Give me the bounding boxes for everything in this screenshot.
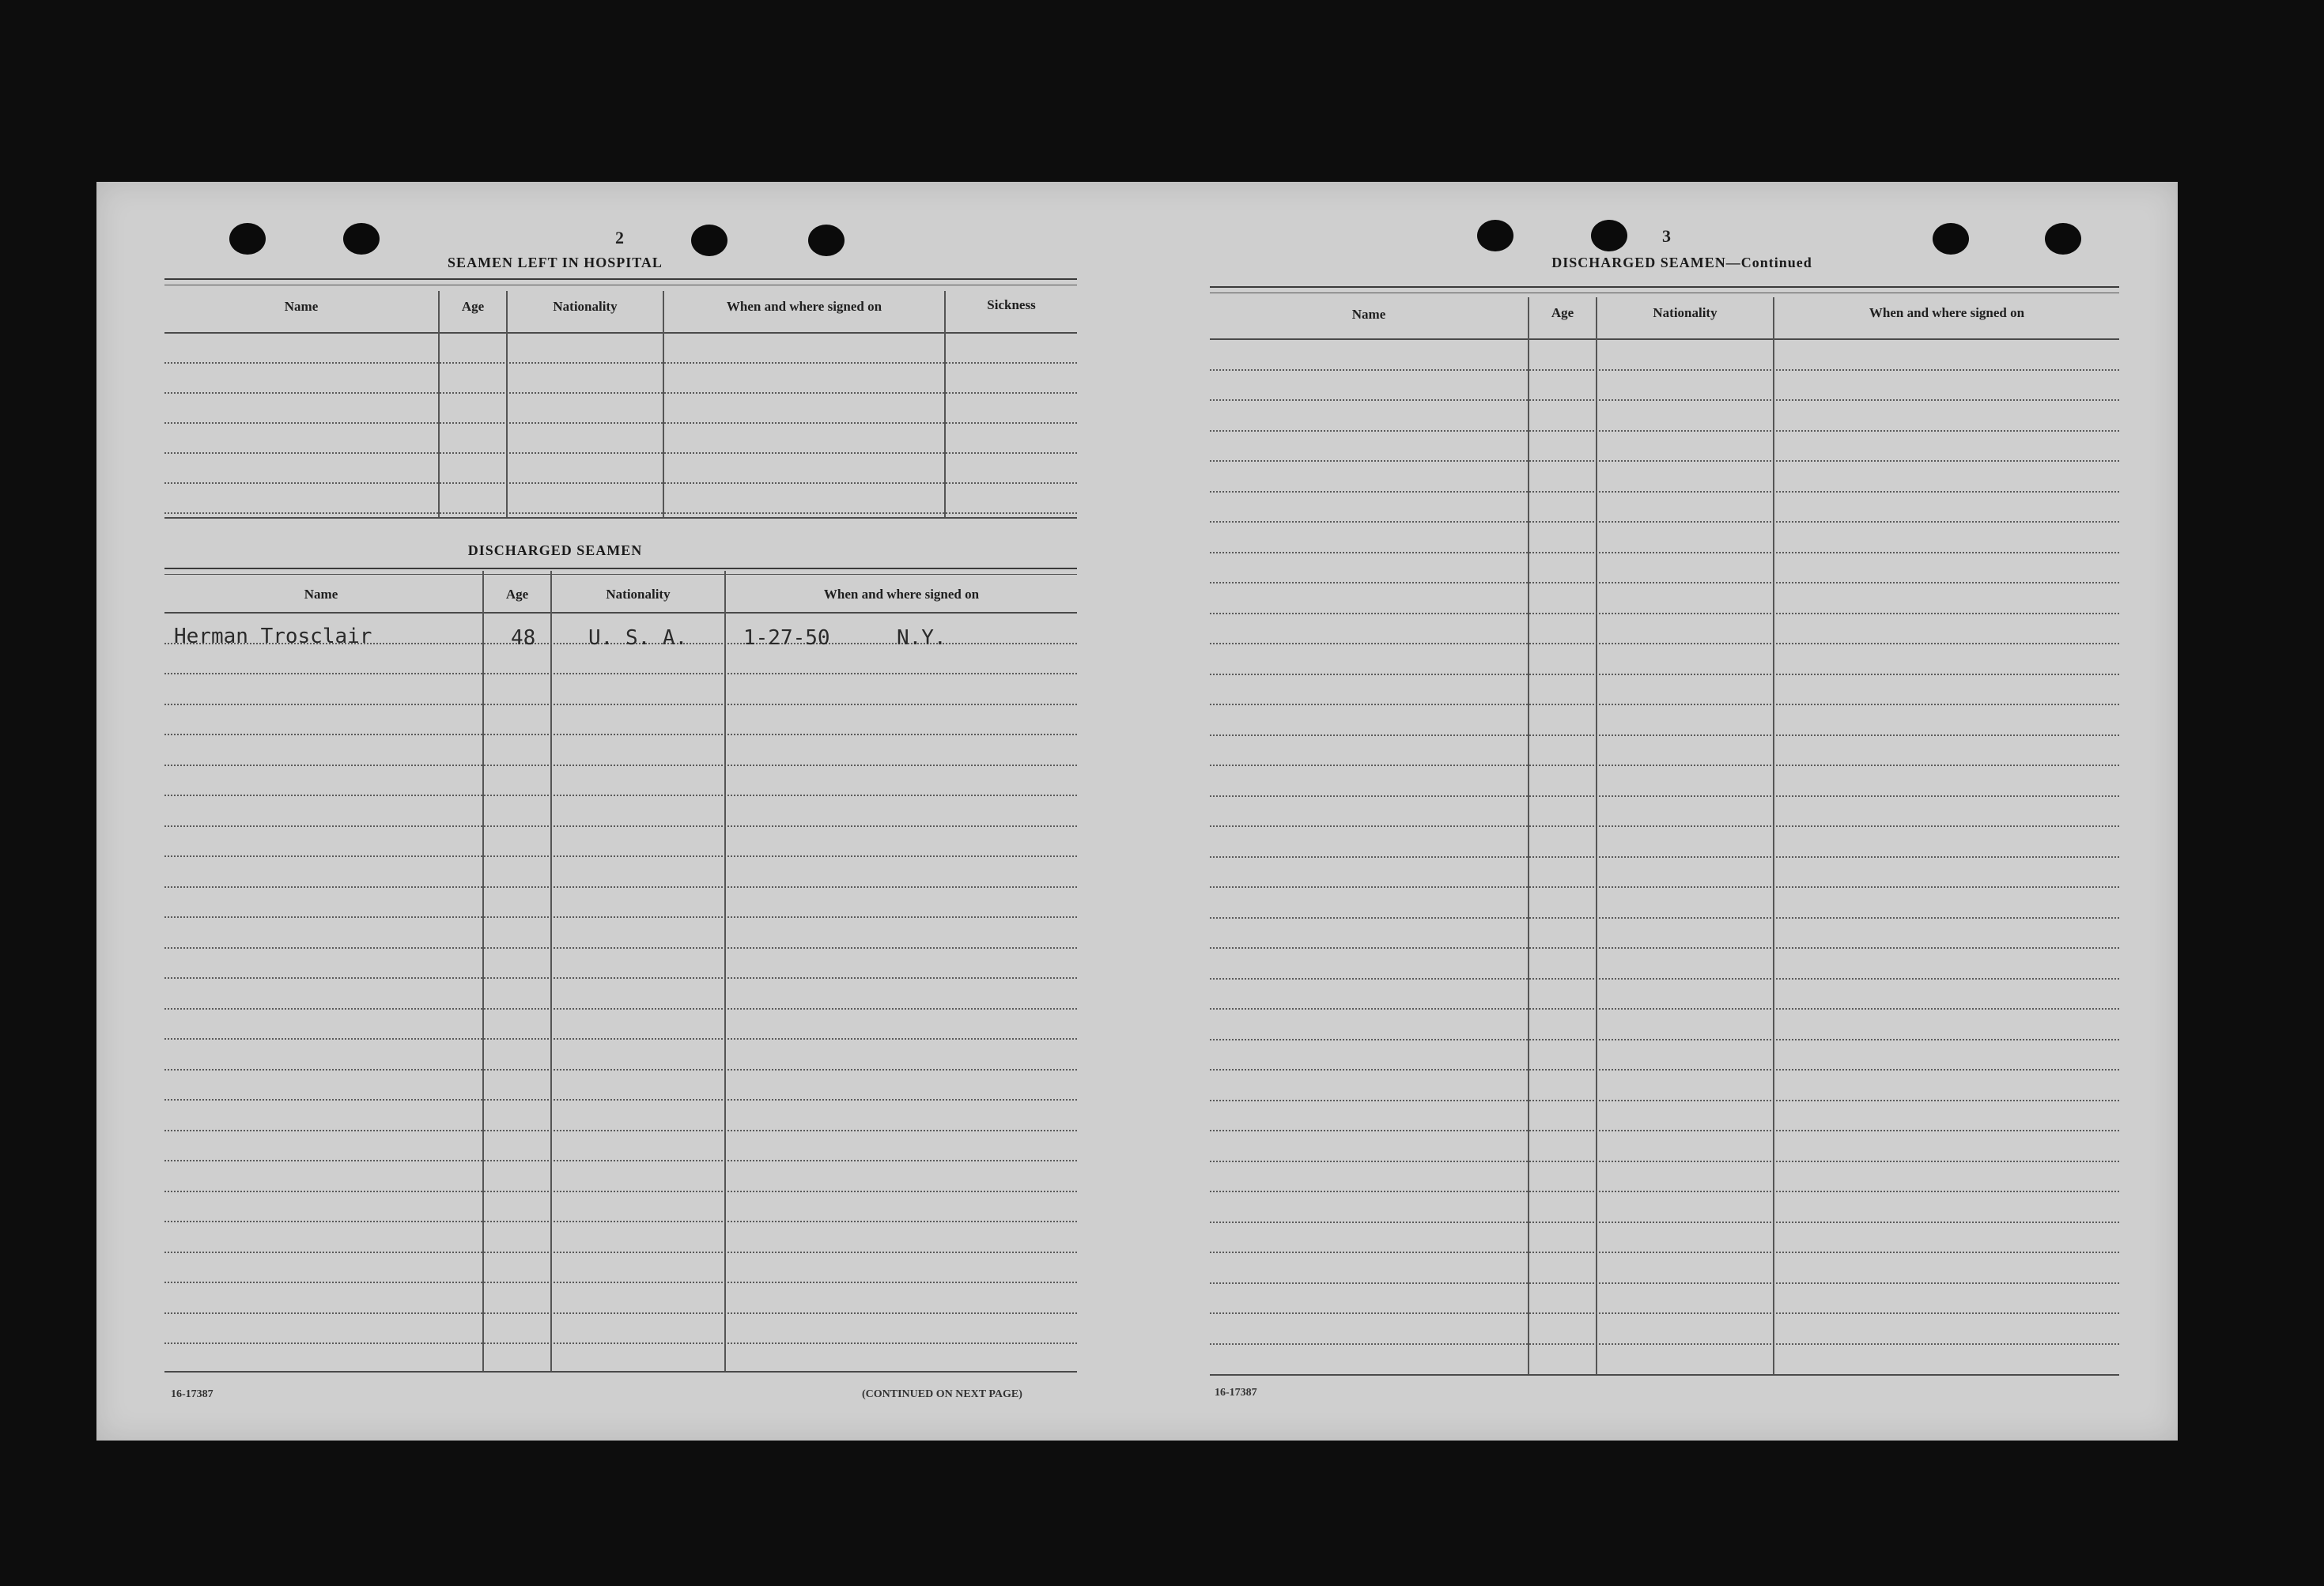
- hospital-col-nationality: Nationality: [553, 299, 618, 314]
- ruled-row-line: [1210, 613, 2119, 614]
- document-sheet: [96, 182, 2178, 1441]
- entry-signed-on-place: N.Y.: [897, 626, 947, 650]
- column-divider: [663, 291, 664, 517]
- ruled-row-line: [1210, 886, 2119, 888]
- discharged-col-nationality: Nationality: [606, 587, 671, 602]
- ruled-row-line: [164, 1342, 1077, 1344]
- ruled-row-line: [1210, 1282, 2119, 1284]
- ruled-row-line: [1210, 674, 2119, 675]
- ruled-row-line: [1210, 795, 2119, 797]
- column-divider: [438, 291, 440, 517]
- punch-hole: [343, 223, 380, 255]
- discharged-col-age: Age: [505, 587, 529, 602]
- ruled-row-line: [164, 1282, 1077, 1283]
- punch-hole: [1477, 220, 1513, 251]
- punch-hole: [808, 225, 845, 256]
- ruled-row-line: [164, 1312, 1077, 1314]
- ruled-row-line: [164, 1099, 1077, 1101]
- ruled-row-line: [164, 916, 1077, 918]
- ruled-row-line: [1210, 1100, 2119, 1101]
- ruled-row-line: [1210, 369, 2119, 371]
- ruled-row-line: [1210, 399, 2119, 401]
- ruled-row-line: [164, 947, 1077, 949]
- ruled-row-line: [164, 482, 1077, 484]
- entry-signed-on-date: 1-27-50: [743, 626, 830, 650]
- column-divider: [1773, 297, 1774, 1374]
- hospital-section-title: SEAMEN LEFT IN HOSPITAL: [448, 255, 663, 270]
- column-divider: [482, 571, 484, 1371]
- ruled-row-line: [164, 1130, 1077, 1131]
- punch-hole: [2045, 223, 2081, 255]
- ruled-row-line: [1210, 1008, 2119, 1010]
- column-divider: [506, 291, 508, 517]
- right-section-title: DISCHARGED SEAMEN—Continued: [1551, 255, 1812, 270]
- ruled-row-line: [1210, 978, 2119, 980]
- header-separator: [1210, 338, 2119, 340]
- entry-name: Herman Trosclair: [174, 625, 372, 648]
- hospital-col-sickness: Sickness: [987, 297, 1036, 312]
- ruled-row-line: [164, 825, 1077, 827]
- right-col-age: Age: [1551, 305, 1574, 320]
- ruled-row-line: [164, 1069, 1077, 1071]
- ruled-row-line: [164, 392, 1077, 394]
- ruled-row-line: [164, 1160, 1077, 1161]
- ruled-row-line: [1210, 1191, 2119, 1192]
- punch-hole: [1591, 220, 1627, 251]
- ruled-row-line: [1210, 1069, 2119, 1071]
- ruled-row-line: [164, 795, 1077, 796]
- header-separator: [164, 612, 1077, 614]
- ruled-row-line: [1210, 460, 2119, 462]
- ruled-row-line: [164, 886, 1077, 888]
- ruled-row-line: [164, 977, 1077, 979]
- table-bottom-rule: [164, 1371, 1077, 1373]
- ruled-row-line: [164, 1008, 1077, 1010]
- form-number-left: 16-17387: [171, 1388, 214, 1400]
- page-number-right: 3: [1662, 226, 1671, 246]
- ruled-row-line: [164, 1221, 1077, 1222]
- discharged-col-name: Name: [304, 587, 338, 602]
- table-bottom-rule: [1210, 1374, 2119, 1376]
- ruled-row-line: [164, 452, 1077, 454]
- ruled-row-line: [1210, 1222, 2119, 1223]
- ruled-row-line: [1210, 947, 2119, 949]
- discharged-col-signed-on: When and where signed on: [823, 587, 980, 602]
- ruled-row-line: [164, 765, 1077, 766]
- column-divider: [550, 571, 552, 1371]
- ruled-row-line: [1210, 856, 2119, 858]
- ruled-row-line: [1210, 765, 2119, 766]
- ruled-row-line: [1210, 430, 2119, 432]
- ruled-row-line: [164, 1191, 1077, 1192]
- table-bottom-rule: [164, 517, 1077, 519]
- page-number-left: 2: [615, 228, 624, 247]
- hospital-col-age: Age: [461, 299, 485, 314]
- ruled-row-line: [1210, 1343, 2119, 1345]
- hospital-col-signed-on: When and where signed on: [726, 299, 882, 314]
- ruled-row-line: [1210, 1312, 2119, 1314]
- column-divider: [1528, 297, 1529, 1374]
- discharged-section-title: DISCHARGED SEAMEN: [467, 542, 643, 558]
- ruled-row-line: [164, 1252, 1077, 1253]
- ruled-row-line: [164, 734, 1077, 735]
- right-table-top-rule: [1210, 286, 2119, 293]
- punch-hole: [1933, 223, 1969, 255]
- punch-hole: [229, 223, 266, 255]
- ruled-row-line: [1210, 1161, 2119, 1162]
- ruled-row-line: [164, 512, 1077, 514]
- ruled-row-line: [1210, 521, 2119, 523]
- continued-note: (CONTINUED ON NEXT PAGE): [862, 1388, 1022, 1400]
- ruled-row-line: [1210, 704, 2119, 705]
- entry-age: 48: [511, 626, 536, 650]
- ruled-row-line: [164, 1038, 1077, 1040]
- column-divider: [944, 291, 946, 517]
- discharged-table-top-rule: [164, 568, 1077, 575]
- column-divider: [1596, 297, 1597, 1374]
- ruled-row-line: [164, 855, 1077, 857]
- form-number-right: 16-17387: [1215, 1387, 1257, 1399]
- punch-hole: [691, 225, 727, 256]
- right-col-signed-on: When and where signed on: [1869, 305, 2025, 320]
- header-separator: [164, 332, 1077, 334]
- ruled-row-line: [1210, 1039, 2119, 1040]
- ruled-row-line: [164, 704, 1077, 705]
- ruled-row-line: [1210, 734, 2119, 736]
- ruled-row-line: [1210, 643, 2119, 644]
- entry-nationality: U. S. A.: [588, 626, 688, 650]
- hospital-col-name: Name: [284, 299, 319, 314]
- hospital-table-top-rule: [164, 278, 1077, 285]
- ruled-row-line: [164, 673, 1077, 674]
- ruled-row-line: [164, 362, 1077, 364]
- ruled-row-line: [1210, 825, 2119, 827]
- ruled-row-line: [164, 422, 1077, 424]
- ruled-row-line: [1210, 917, 2119, 919]
- right-col-name: Name: [1351, 307, 1386, 322]
- right-col-nationality: Nationality: [1653, 305, 1717, 320]
- ruled-row-line: [1210, 582, 2119, 583]
- ruled-row-line: [1210, 1252, 2119, 1253]
- ruled-row-line: [1210, 552, 2119, 553]
- ruled-row-line: [1210, 1130, 2119, 1131]
- ruled-row-line: [1210, 491, 2119, 493]
- column-divider: [724, 571, 726, 1371]
